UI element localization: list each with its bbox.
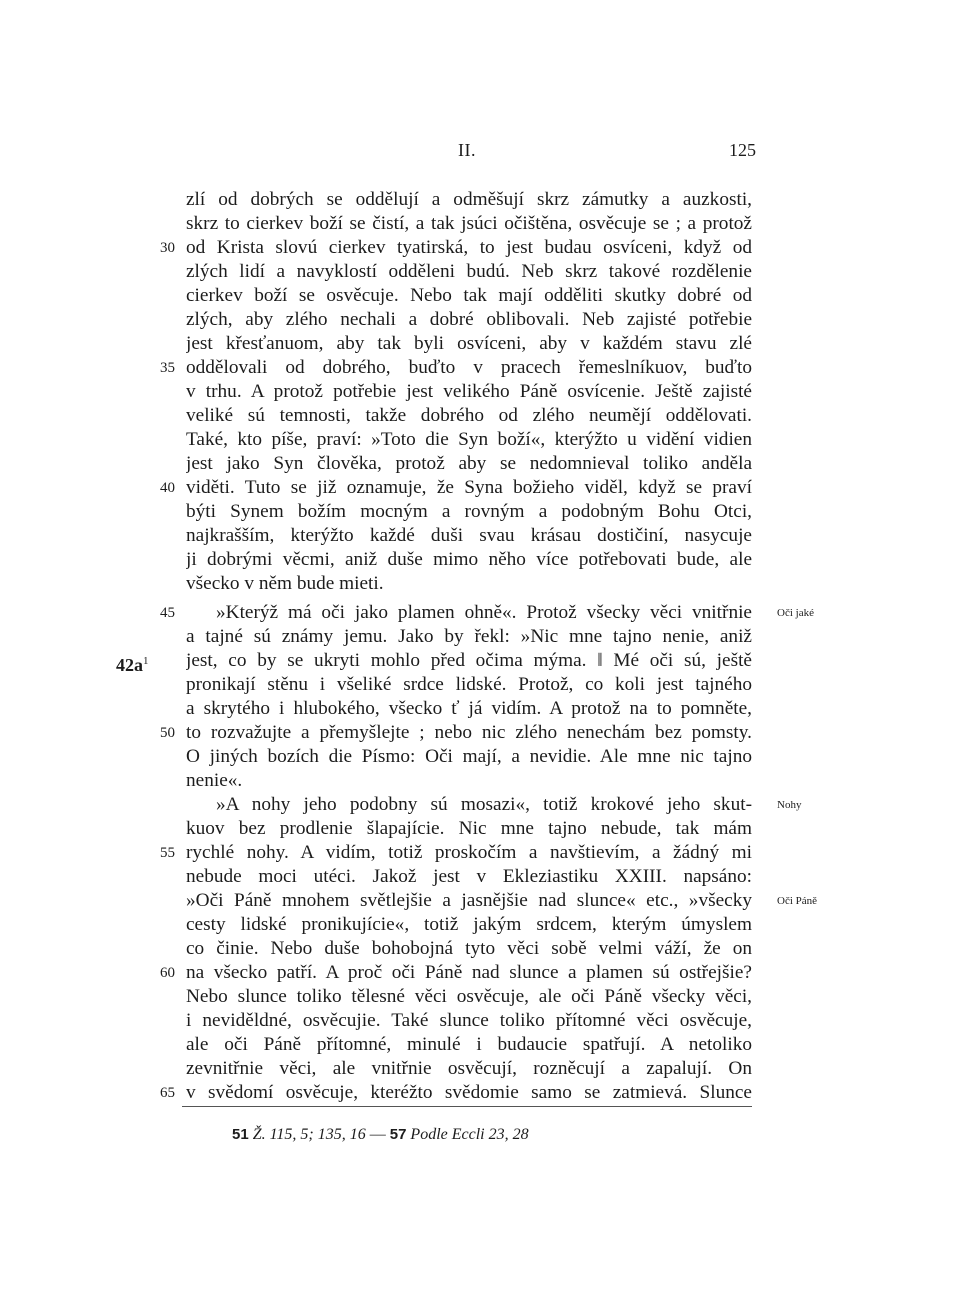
text-line: ale oči Páně přítomné, minulé i budaucie spatřují. A netoliko	[186, 1034, 752, 1055]
line-number: 55	[160, 845, 175, 861]
text-line: najkrašším, kterýžto každé duši svau krásau dostičiní, nasycuje	[186, 525, 752, 546]
text-line: kuov bez prodlenie šlapajície. Nic mne tajno nebude, tak mám	[186, 818, 752, 839]
text-line: v svědomí osvěcuje, kteréžto svědomie samo se zatmievá. Slunce	[186, 1082, 752, 1103]
text-line: »Kterýž má oči jako plamen ohně«. Protož všecky věci vnitřnie	[216, 602, 752, 623]
text-line: zevnitřnie věci, ale vnitřnie osvěcují, rozněcují a zapalují. On	[186, 1058, 752, 1079]
text-line: cierkev boží se osvěcuje. Nebo tak mají odděliti skutky dobré od	[186, 285, 752, 306]
text-line: ji dobrými věcmi, aniž duše mimo něho více potřebovati bude, ale	[186, 549, 752, 570]
folio-superscript: 1	[143, 655, 149, 667]
margin-note: Nohy	[777, 799, 802, 811]
text-line: veliké sú temnosti, takže dobrého od zlého neumějí oddělovati.	[186, 405, 752, 426]
margin-note: Oči Páně	[777, 895, 818, 907]
text-line: od Krista slovú cierkev tyatirská, to jest budau osvíceni, když od	[186, 237, 752, 258]
text-line: býti Synem božím mocným a rovným a podobným Bohu Otci,	[186, 501, 752, 522]
text-line: to rozvažujte a přemyšlejte ; nebo nic zlého nenechám bez pomsty.	[186, 722, 752, 743]
line-number: 40	[160, 480, 175, 496]
footnote-citation: Podle Eccli 23, 28	[410, 1126, 529, 1143]
line-number: 30	[160, 240, 175, 256]
text-line: Také, kto píše, praví: »Toto die Syn boží«, kterýžto u vidění vidien	[186, 429, 752, 450]
footnote	[232, 1124, 529, 1146]
text-line: viděti. Tuto se již oznamuje, že Syna božieho viděl, když se praví	[186, 477, 752, 498]
line-number: 45	[160, 605, 175, 621]
text-line: oddělovali od dobrého, buďto v pracech řemeslníkuov, buďto	[186, 357, 752, 378]
text-line: nenie«.	[186, 770, 243, 791]
footnote-citation: Ž. 115, 5; 135, 16	[252, 1126, 366, 1143]
text-line: všecko v něm bude mieti.	[186, 573, 384, 594]
text-line: v trhu. A protož potřebie jest velikého Páně osvícenie. Ještě zajisté	[186, 381, 752, 402]
line-number: 50	[160, 725, 175, 741]
footnote-line-ref: 57	[389, 1126, 407, 1143]
text-line: a tajné sú známy jemu. Jako by řekl: »Nic mne tajno nenie, aniž	[186, 626, 752, 647]
text-line: jest jako Syn člověka, protož aby se nedomnieval toliko anděla	[186, 453, 752, 474]
text-line: nebude moci utéci. Jakož jest v Ekleziastiku XXIII. napsáno:	[186, 866, 752, 887]
line-number: 60	[160, 965, 175, 981]
text-line: a skrytého i hlubokého, všecko ť já vidím. A protož na to pomněte,	[186, 698, 752, 719]
text-line: cesty lidské pronikujície«, totiž jakým srdcem, kterým úmyslem	[186, 914, 752, 935]
line-number: 35	[160, 360, 175, 376]
text-line: pronikají stěnu i všeliké srdce lidské. Protož, co koli jest tajného	[186, 674, 752, 695]
text-line: Nebo slunce toliko tělesné věci osvěcuje, ale oči Páně všecky věci,	[186, 986, 752, 1007]
page-number: 125	[729, 140, 756, 160]
text-line: »A nohy jeho podobny sú mosazi«, totiž krokové jeho skut-	[216, 794, 752, 815]
text-line: na všecko patří. A proč oči Páně nad slunce a plamen sú ostřejšie?	[186, 962, 752, 983]
text-line: »Oči Páně mnohem světlejšie a jasnějšie nad slunce« etc., »všecky	[186, 890, 752, 911]
margin-note: Oči jaké	[777, 607, 814, 619]
folio-label: 42a	[116, 655, 143, 675]
footnote-separator: —	[369, 1126, 386, 1143]
text-line: co činie. Nebo duše bohobojná tyto věci sobě velmi váží, že on	[186, 938, 752, 959]
footnote-divider	[182, 1106, 752, 1107]
text-line: jest křesťanuom, aby tak byli osvíceni, aby v každém stavu zlé	[186, 333, 752, 354]
text-line: zlí od dobrých se oddělují a odměšují skrz zámutky a auzkosti,	[186, 189, 752, 210]
text-line: zlých, aby zlého nechali a dobré oblibovali. Neb zajisté potřebie	[186, 309, 752, 330]
text-line: skrz to cierkev boží se čistí, a tak jsúci očištěna, osvěcuje se ; a protož	[186, 213, 752, 234]
text-line: O jiných bozích die Písmo: Oči mají, a nevidie. Ale mne nic tajno	[186, 746, 752, 767]
folio-mark	[116, 649, 149, 677]
text-line: jest, co by se ukryti mohlo před očima mýma. ‖ Mé oči sú, ještě	[186, 650, 752, 671]
footnote-line-ref: 51	[232, 1126, 249, 1143]
text-line: zlých lidí a navyklostí odděleni budú. Neb skrz takové rozdělenie	[186, 261, 752, 282]
text-line: i neviděldné, osvěcujie. Také slunce toliko přítomné věci osvěcuje,	[186, 1010, 752, 1031]
text-line: rychlé nohy. A vidím, totiž proskočím a navštievím, a žádný mi	[186, 842, 752, 863]
chapter-heading: II.	[458, 140, 476, 160]
line-number: 65	[160, 1085, 175, 1101]
